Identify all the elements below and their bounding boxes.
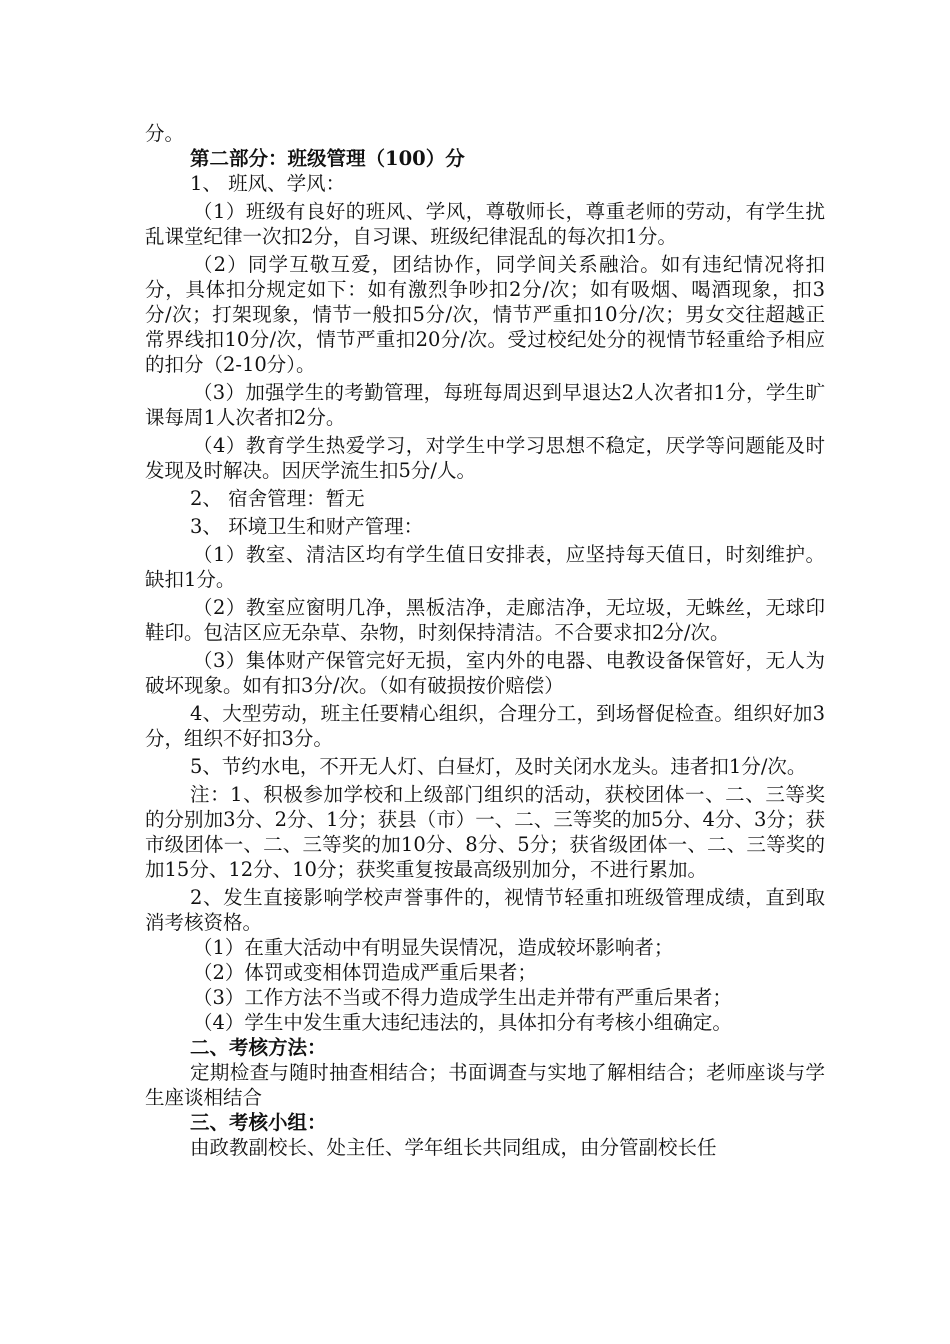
subitem-reputation-4: （4）学生中发生重大违纪违法的，具体扣分有考核小组确定。	[193, 1011, 732, 1034]
subitem-environment-2: （2）教室应窗明几净，黑板洁净，走廊洁净，无垃圾，无蛛丝，无球印鞋印。包洁区应无杂草、杂物，时刻保持清洁。不合要求扣2分/次。	[145, 596, 825, 644]
subitem-environment-3: （3）集体财产保管完好无损，室内外的电器、电教设备保管好，无人为破坏现象。如有扣3分/次。（如有破损按价赔偿）	[145, 649, 825, 697]
note-reputation: 2、发生直接影响学校声誉事件的，视情节轻重扣班级管理成绩，直到取消考核资格。	[145, 886, 825, 934]
section-heading-group: 三、考核小组：	[190, 1111, 327, 1134]
subitem-class-style-4: （4）教育学生热爱学习，对学生中学习思想不稳定，厌学等问题能及时发现及时解决。因厌学流生扣5分/人。	[145, 434, 825, 482]
subitem-class-style-3: （3）加强学生的考勤管理，每班每周迟到早退达2人次者扣1分，学生旷课每周1人次者扣2分。	[145, 381, 825, 429]
paragraph-continuation: 分。	[145, 122, 185, 145]
paragraph-method: 定期检查与随时抽查相结合；书面调查与实地了解相结合；老师座谈与学生座谈相结合	[145, 1061, 825, 1109]
item-environment: 3、 环境卫生和财产管理：	[190, 515, 424, 538]
item-class-style: 1、 班风、学风：	[190, 172, 346, 195]
paragraph-group: 由政教副校长、处主任、学年组长共同组成，由分管副校长任	[190, 1136, 717, 1159]
document-page	[145, 121, 825, 1160]
item-labor: 4、大型劳动，班主任要精心组织，合理分工，到场督促检查。组织好加3分，组织不好扣3分。	[145, 702, 825, 750]
subitem-environment-1: （1）教室、清洁区均有学生值日安排表，应坚持每天值日，时刻维护。缺扣1分。	[145, 543, 825, 591]
subitem-reputation-2: （2）体罚或变相体罚造成严重后果者；	[193, 961, 537, 984]
subitem-reputation-3: （3）工作方法不当或不得力造成学生出走并带有严重后果者；	[193, 986, 732, 1009]
subitem-class-style-1: （1）班级有良好的班风、学风，尊敬师长，尊重老师的劳动，有学生扰乱课堂纪律一次扣2分，自习课、班级纪律混乱的每次扣1分。	[145, 200, 825, 248]
item-utilities: 5、节约水电，不开无人灯、白昼灯，及时关闭水龙头。违者扣1分/次。	[190, 755, 807, 778]
item-dormitory: 2、 宿舍管理：暂无	[190, 487, 365, 510]
note-awards: 注：1、积极参加学校和上级部门组织的活动，获校团体一、二、三等奖的分别加3分、2分、1分；获县（市）一、二、三等奖的加5分、4分、3分；获市级团体一、二、三等奖的加10分、8分、5分；获省级团体一、二、三等奖的加15分、12分、10分；获奖重复按最高级别加分，不进行累加。	[145, 783, 825, 881]
subitem-class-style-2: （2）同学互敬互爱，团结协作，同学间关系融洽。如有违纪情况将扣分，具体扣分规定如下：如有激烈争吵扣2分/次；如有吸烟、喝酒现象，扣3分/次；打架现象，情节一般扣5分/次，情节严重扣10分/次；男女交往超越正常界线扣10分/次，情节严重扣20分/次。受过校纪处分的视情节轻重给予相应的扣分（2-10分）。	[145, 253, 825, 376]
section-heading-part-two: 第二部分：班级管理（100）分	[190, 147, 465, 170]
section-heading-method: 二、考核方法：	[190, 1036, 327, 1059]
subitem-reputation-1: （1）在重大活动中有明显失误情况，造成较坏影响者；	[193, 936, 674, 959]
